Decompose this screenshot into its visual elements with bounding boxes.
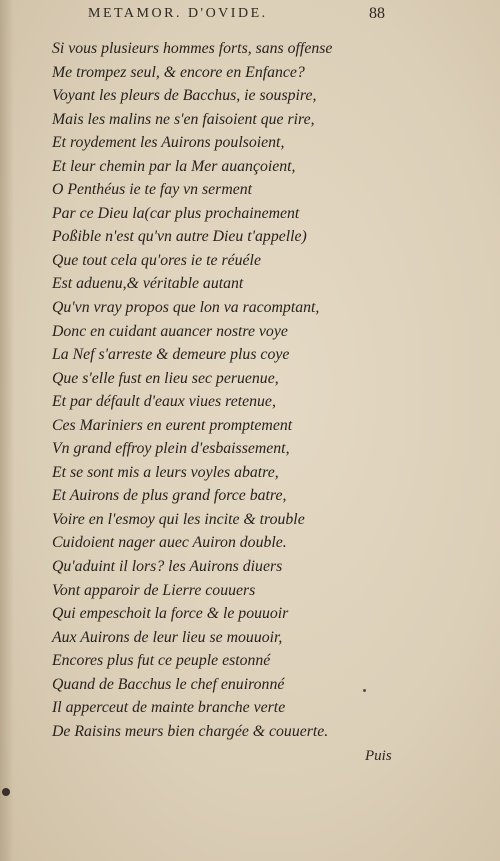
verse-line: Et Auirons de plus grand force batre, (52, 487, 287, 505)
verse-line: Voyant les pleurs de Bacchus, ie souspire, (52, 87, 317, 105)
verse-line: Vont apparoir de Lierre couuers (52, 581, 256, 599)
verse-line: Qu'aduint il lors? les Auirons diuers (52, 558, 283, 576)
running-title: METAMOR. D'OVIDE. (88, 6, 268, 21)
verse-line: Est aduenu,& véritable autant (52, 275, 244, 293)
verse-line: Que s'elle fust en lieu sec peruenue, (52, 369, 279, 387)
verse-line: Et leur chemin par la Mer auançoient, (52, 157, 296, 175)
catchword: Puis (365, 748, 392, 764)
verse-line: Qu'vn vray propos que lon va racomptant, (52, 299, 320, 317)
verse-line: Donc en cuidant auancer nostre voye (52, 322, 288, 340)
verse-line: Voire en l'esmoy qui les incite & trouble (52, 510, 305, 528)
verse-line: Aux Auirons de leur lieu se mouuoir, (52, 628, 283, 646)
verse-line: Me trompez seul, & encore en Enfance? (52, 63, 305, 81)
page-number: 88 (369, 5, 385, 22)
verse-line: Et roydement les Auirons poulsoient, (52, 134, 285, 152)
verse-line: Si vous plusieurs hommes forts, sans offense (52, 40, 333, 57)
verse-line: La Nef s'arreste & demeure plus coye (52, 346, 290, 364)
verse-line: Et se sont mis a leurs voyles abatre, (52, 463, 279, 481)
verse-line: Par ce Dieu la(car plus prochainement (52, 204, 300, 222)
verse-line: De Raisins meurs bien chargée & couuerte. (52, 722, 329, 740)
page-gutter-shadow (0, 0, 14, 861)
verse-line: Ces Mariniers en eurent promptement (52, 416, 293, 434)
verse-line: Quand de Bacchus le chef enuironné (52, 675, 285, 693)
verse-block (52, 37, 452, 743)
ink-speck (363, 689, 366, 692)
verse-line: Poßible n'est qu'vn autre Dieu t'appelle) (52, 228, 307, 246)
verse-line: Et par défault d'eaux viues retenue, (52, 393, 276, 411)
verse-line: Vn grand effroy plein d'esbaissement, (52, 440, 290, 458)
ink-mark (2, 788, 10, 796)
verse-line: Encores plus fut ce peuple estonné (52, 652, 271, 670)
verse-line: Il apperceut de mainte branche verte (52, 699, 286, 717)
verse-line: O Penthéus ie te fay vn serment (52, 181, 253, 199)
verse-line: Mais les malins ne s'en faisoient que rire, (52, 110, 315, 128)
verse-line: Que tout cela qu'ores ie te réuéle (52, 251, 261, 269)
verse-line: Cuidoient nager auec Auiron double. (52, 534, 287, 552)
verse-line: Qui empeschoit la force & le pouuoir (52, 605, 289, 623)
